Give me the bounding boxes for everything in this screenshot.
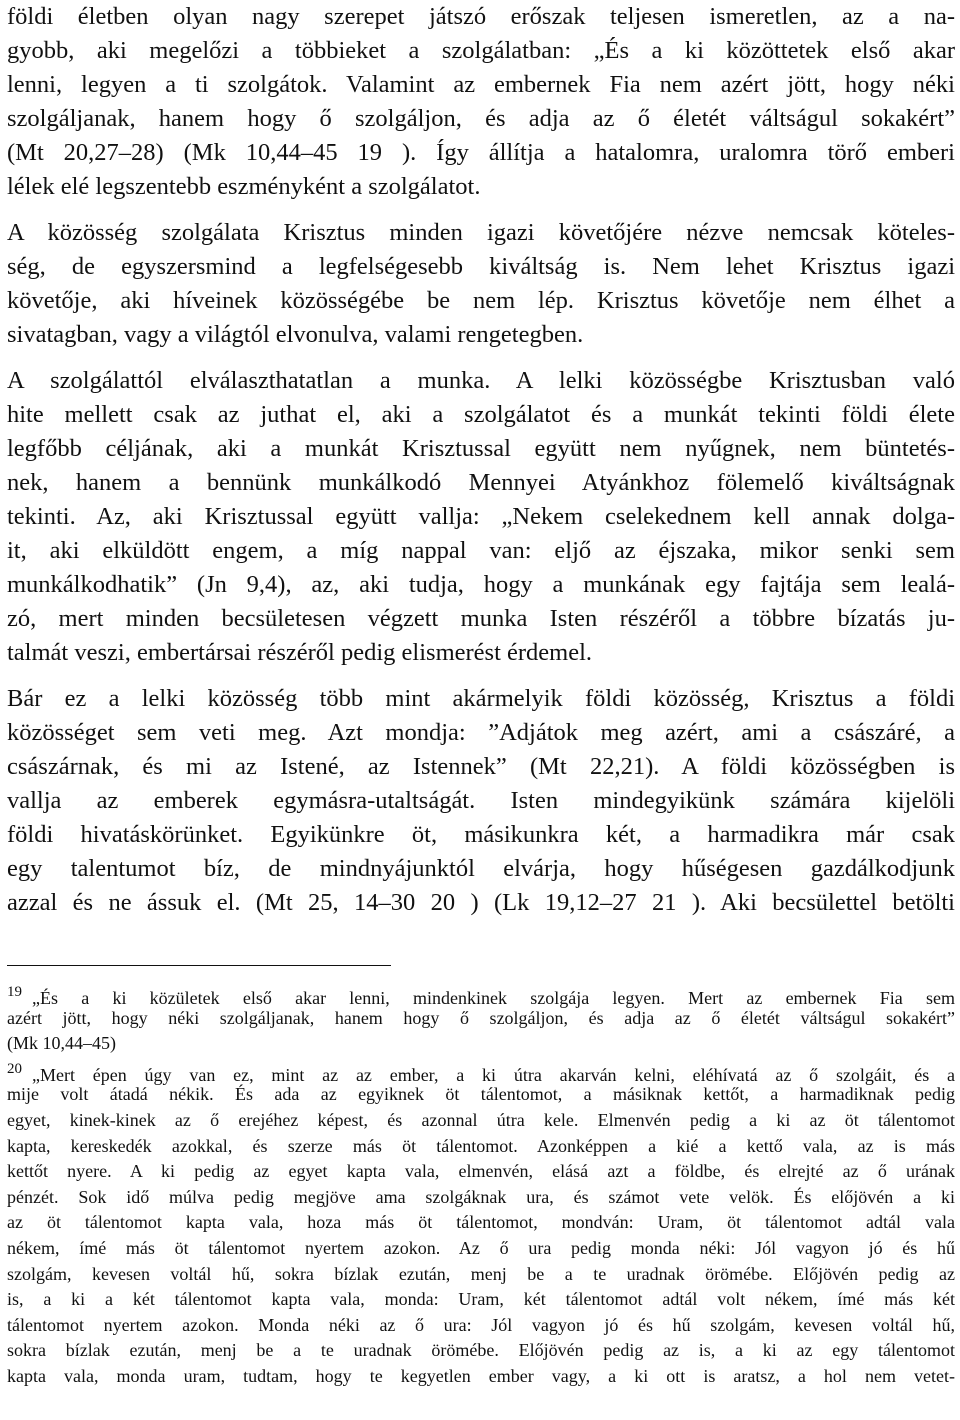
text-line: (Mt 20,27–28) (Mk 10,44–45 19 ). Így állítja a hatalomra, uralomra törő emberi xyxy=(7,139,955,166)
footnote-line: (Mk 10,44–45) xyxy=(7,1033,116,1054)
text-line: közösséget sem veti meg. Azt mondja: ”Adjátok meg azért, ami a császáré, a xyxy=(7,719,955,746)
footnotes xyxy=(7,965,955,1390)
text-line: egy talentumot bíz, de mindnyájunktól elvárja, hogy hűségesen gazdálkodjunk xyxy=(7,855,955,882)
paragraph xyxy=(7,364,955,670)
footnote-separator xyxy=(7,965,391,966)
text-line: ség, de egyszersmind a legfelségesebb kiváltság is. Nem lehet Krisztus igazi xyxy=(7,253,955,280)
paragraph xyxy=(7,216,955,352)
paragraph xyxy=(7,0,955,204)
text-line: zó, mert minden becsületesen végzett munka Isten részéről a többre bízatás ju- xyxy=(7,605,955,632)
footnote-number: 19 xyxy=(7,984,22,1000)
text-line: földi életben olyan nagy szerepet játszó erőszak teljesen ismeretlen, az a na- xyxy=(7,3,955,30)
footnote-line: nékem, ímé más öt tálentomot nyertem azokon. Az ő ura pedig monda néki: Jól vagyon jó és hű xyxy=(7,1237,955,1258)
footnote-number: 20 xyxy=(7,1060,22,1077)
footnote-line: tálentomot nyertem azokon. Monda néki az ő ura: Jól vagyon jó és hű szolgám, kevesen voltál hű, xyxy=(7,1314,955,1335)
text-line: szolgáljanak, hanem hogy ő szolgáljon, és adja az ő életét váltságul sokakért” xyxy=(7,105,955,132)
text-line: lélek elé legszentebb eszményként a szolgálatot. xyxy=(7,173,481,200)
text-line: lenni, legyen a ti szolgátok. Valamint az embernek Fia nem azért jött, hogy néki xyxy=(7,71,955,98)
text-line: vallja az emberek egymásra-utaltságát. Isten mindegyikünk számára kijelöli xyxy=(7,787,955,814)
text-line: it, aki elküldött engem, a míg nappal van: eljő az éjszaka, mikor senki sem xyxy=(7,537,955,564)
text-line: hite mellett csak az juthat el, aki a szolgálatot és a munkát tekinti földi élete xyxy=(7,401,955,428)
text-line: követője, aki híveinek közösségébe be nem lép. Krisztus követője nem élhet a xyxy=(7,287,955,314)
footnote-line xyxy=(7,980,955,1006)
footnote-line xyxy=(7,1057,955,1083)
footnote-line: kapta, kereskedék azokkal, és szerze más öt tálentomot. Azonképpen a kié a kettő vala, az is más xyxy=(7,1135,955,1156)
footnote-line: az öt tálentomot kapta vala, hoza más öt tálentomot, mondván: Uram, öt tálentomot adtál vala xyxy=(7,1212,955,1233)
paragraph xyxy=(7,682,955,920)
footnote-line: pénzét. Sok idő múlva pedig megjöve ama szolgáknak ura, és számot vete velök. És előjövén a ki xyxy=(7,1186,955,1207)
text-line: földi hivatáskörünket. Egyikünkre öt, másikunkra két, a harmadikra már csak xyxy=(7,821,955,848)
footnote-19 xyxy=(7,980,955,1057)
footnote-line: szolgám, kevesen voltál hű, sokra bízlak ezután, menj be a te uradnak örömébe. Előjövén pedig az xyxy=(7,1263,955,1284)
text-line: azzal és ne ássuk el. (Mt 25, 14–30 20 ) (Lk 19,12–27 21 ). Aki becsülettel betölti xyxy=(7,889,955,916)
footnote-line: kettőt nyere. A ki pedig az egyet kapta vala, elmenvén, elásá azt a földbe, és elrejté az ő urának xyxy=(7,1161,955,1182)
footnote-line: mije volt átadá nékik. És ada az egyiknek öt tálentomot, a másiknak kettőt, a harmadiknak pedig xyxy=(7,1084,955,1105)
footnote-line: azért jött, hogy néki szolgáljanak, hanem hogy ő szolgáljon, és adja az ő életét váltságul sokakért” xyxy=(7,1007,955,1028)
footnote-20 xyxy=(7,1057,955,1390)
text-line: munkálkodhatik” (Jn 9,4), az, aki tudja, hogy a munkának egy fajtája sem lealá- xyxy=(7,571,955,598)
text-line: A szolgálattól elválaszthatatlan a munka. A lelki közösségbe Krisztusban való xyxy=(7,367,955,394)
footnote-line: kapta vala, monda uram, tudtam, hogy te kegyetlen ember vagy, a ki ott is aratsz, a hol nem vetet- xyxy=(7,1365,955,1386)
text-line: nek, hanem a bennünk munkálkodó Mennyei Atyánkhoz fölemelő kiváltságnak xyxy=(7,469,955,496)
text-line: Bár ez a lelki közösség több mint akármelyik földi közösség, Krisztus a földi xyxy=(7,685,955,712)
footnote-line: is, a ki a két tálentomot kapta vala, monda: Uram, két tálentomot adtál volt nékem, ímé más két xyxy=(7,1289,955,1310)
text-line: legfőbb céljának, aki a munkát Krisztussal együtt nem nyűgnek, nem büntetés- xyxy=(7,435,955,462)
text-line: császárnak, és mi az Istené, az Istennek” (Mt 22,21). A földi közösségben is xyxy=(7,753,955,780)
text-line: gyobb, aki megelőzi a többieket a szolgálatban: „És a ki közöttetek első akar xyxy=(7,37,955,64)
text-line: tekinti. Az, aki Krisztussal együtt vallja: „Nekem cselekednem kell annak dolga- xyxy=(7,503,955,530)
text-line: A közösség szolgálata Krisztus minden igazi követőjére nézve nemcsak köteles- xyxy=(7,219,955,246)
footnote-text: „És a ki közületek első akar lenni, mindenkinek szolgája legyen. Mert az embernek Fia sem xyxy=(32,988,955,1008)
body-text xyxy=(7,0,955,920)
footnote-line: sokra bízlak ezután, menj be a te uradnak örömébe. Előjövén pedig az is, a ki az egy tálentomot xyxy=(7,1340,955,1361)
footnote-line: egyet, kinek-kinek az ő erejéhez képest, és azonnal útra kele. Elmenvén pedig a ki az öt tálentomot xyxy=(7,1109,955,1130)
text-line: talmát veszi, embertársai részéről pedig elismerést érdemel. xyxy=(7,639,593,666)
text-line: sivatagban, vagy a világtól elvonulva, valami rengetegben. xyxy=(7,321,584,348)
footnote-text: „Mert épen úgy van ez, mint az az ember, a ki útra akarván kelni, eléhívatá az ő szolgáit, és a xyxy=(32,1064,955,1085)
